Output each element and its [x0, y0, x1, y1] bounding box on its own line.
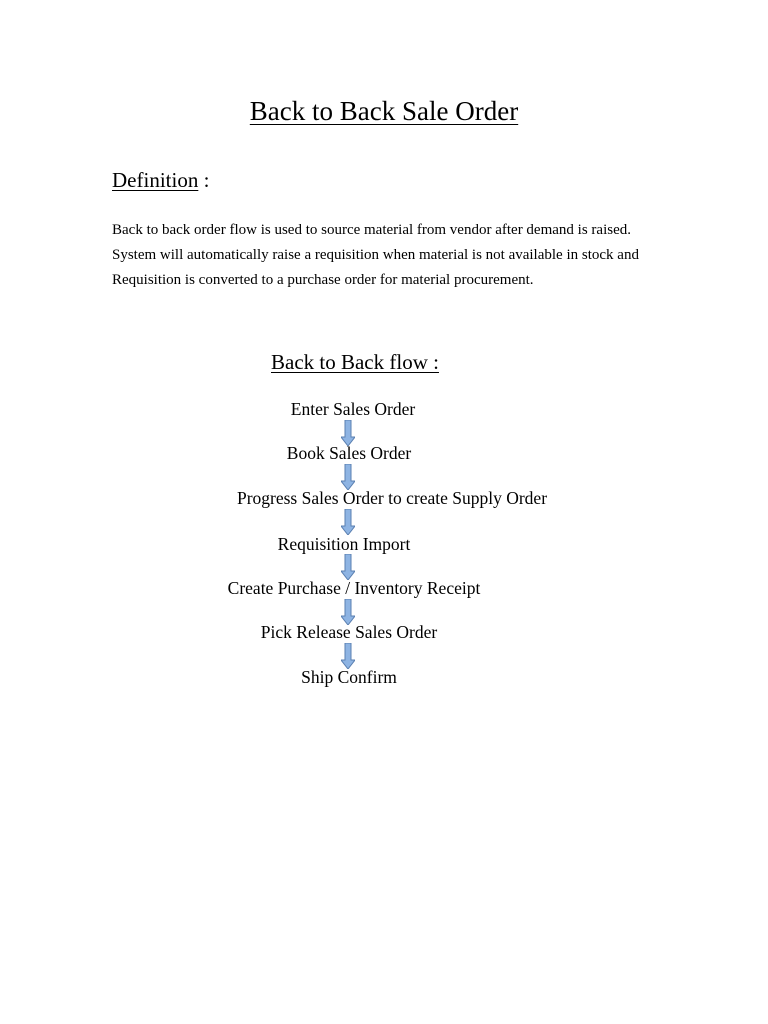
flow-step-ship-confirm: Ship Confirm [301, 667, 397, 687]
down-arrow-icon [341, 509, 355, 535]
definition-heading-label: Definition [112, 168, 199, 192]
flow-step-book-sales-order: Book Sales Order [286, 443, 412, 463]
definition-heading [112, 166, 209, 194]
flow-step-create-purchase-receipt: Create Purchase / Inventory Receipt [227, 578, 481, 598]
flow-step-progress-sales-order: Progress Sales Order to create Supply Order [236, 488, 548, 508]
definition-body: Back to back order flow is used to source material from vendor after demand is raised. System will automatically raise a requisition when material is not available in stock and Requisition is converted to a purchase order for material procurement. [112, 222, 639, 288]
flow-step-enter-sales-order: Enter Sales Order [290, 399, 416, 419]
flow-step-requisition-import: Requisition Import [277, 534, 411, 554]
definition-heading-colon: : [198, 168, 210, 192]
flow-heading: Back to Back flow : [271, 350, 439, 374]
flow-step-pick-release: Pick Release Sales Order [260, 622, 438, 642]
page-title: Back to Back Sale Order [249, 96, 519, 126]
